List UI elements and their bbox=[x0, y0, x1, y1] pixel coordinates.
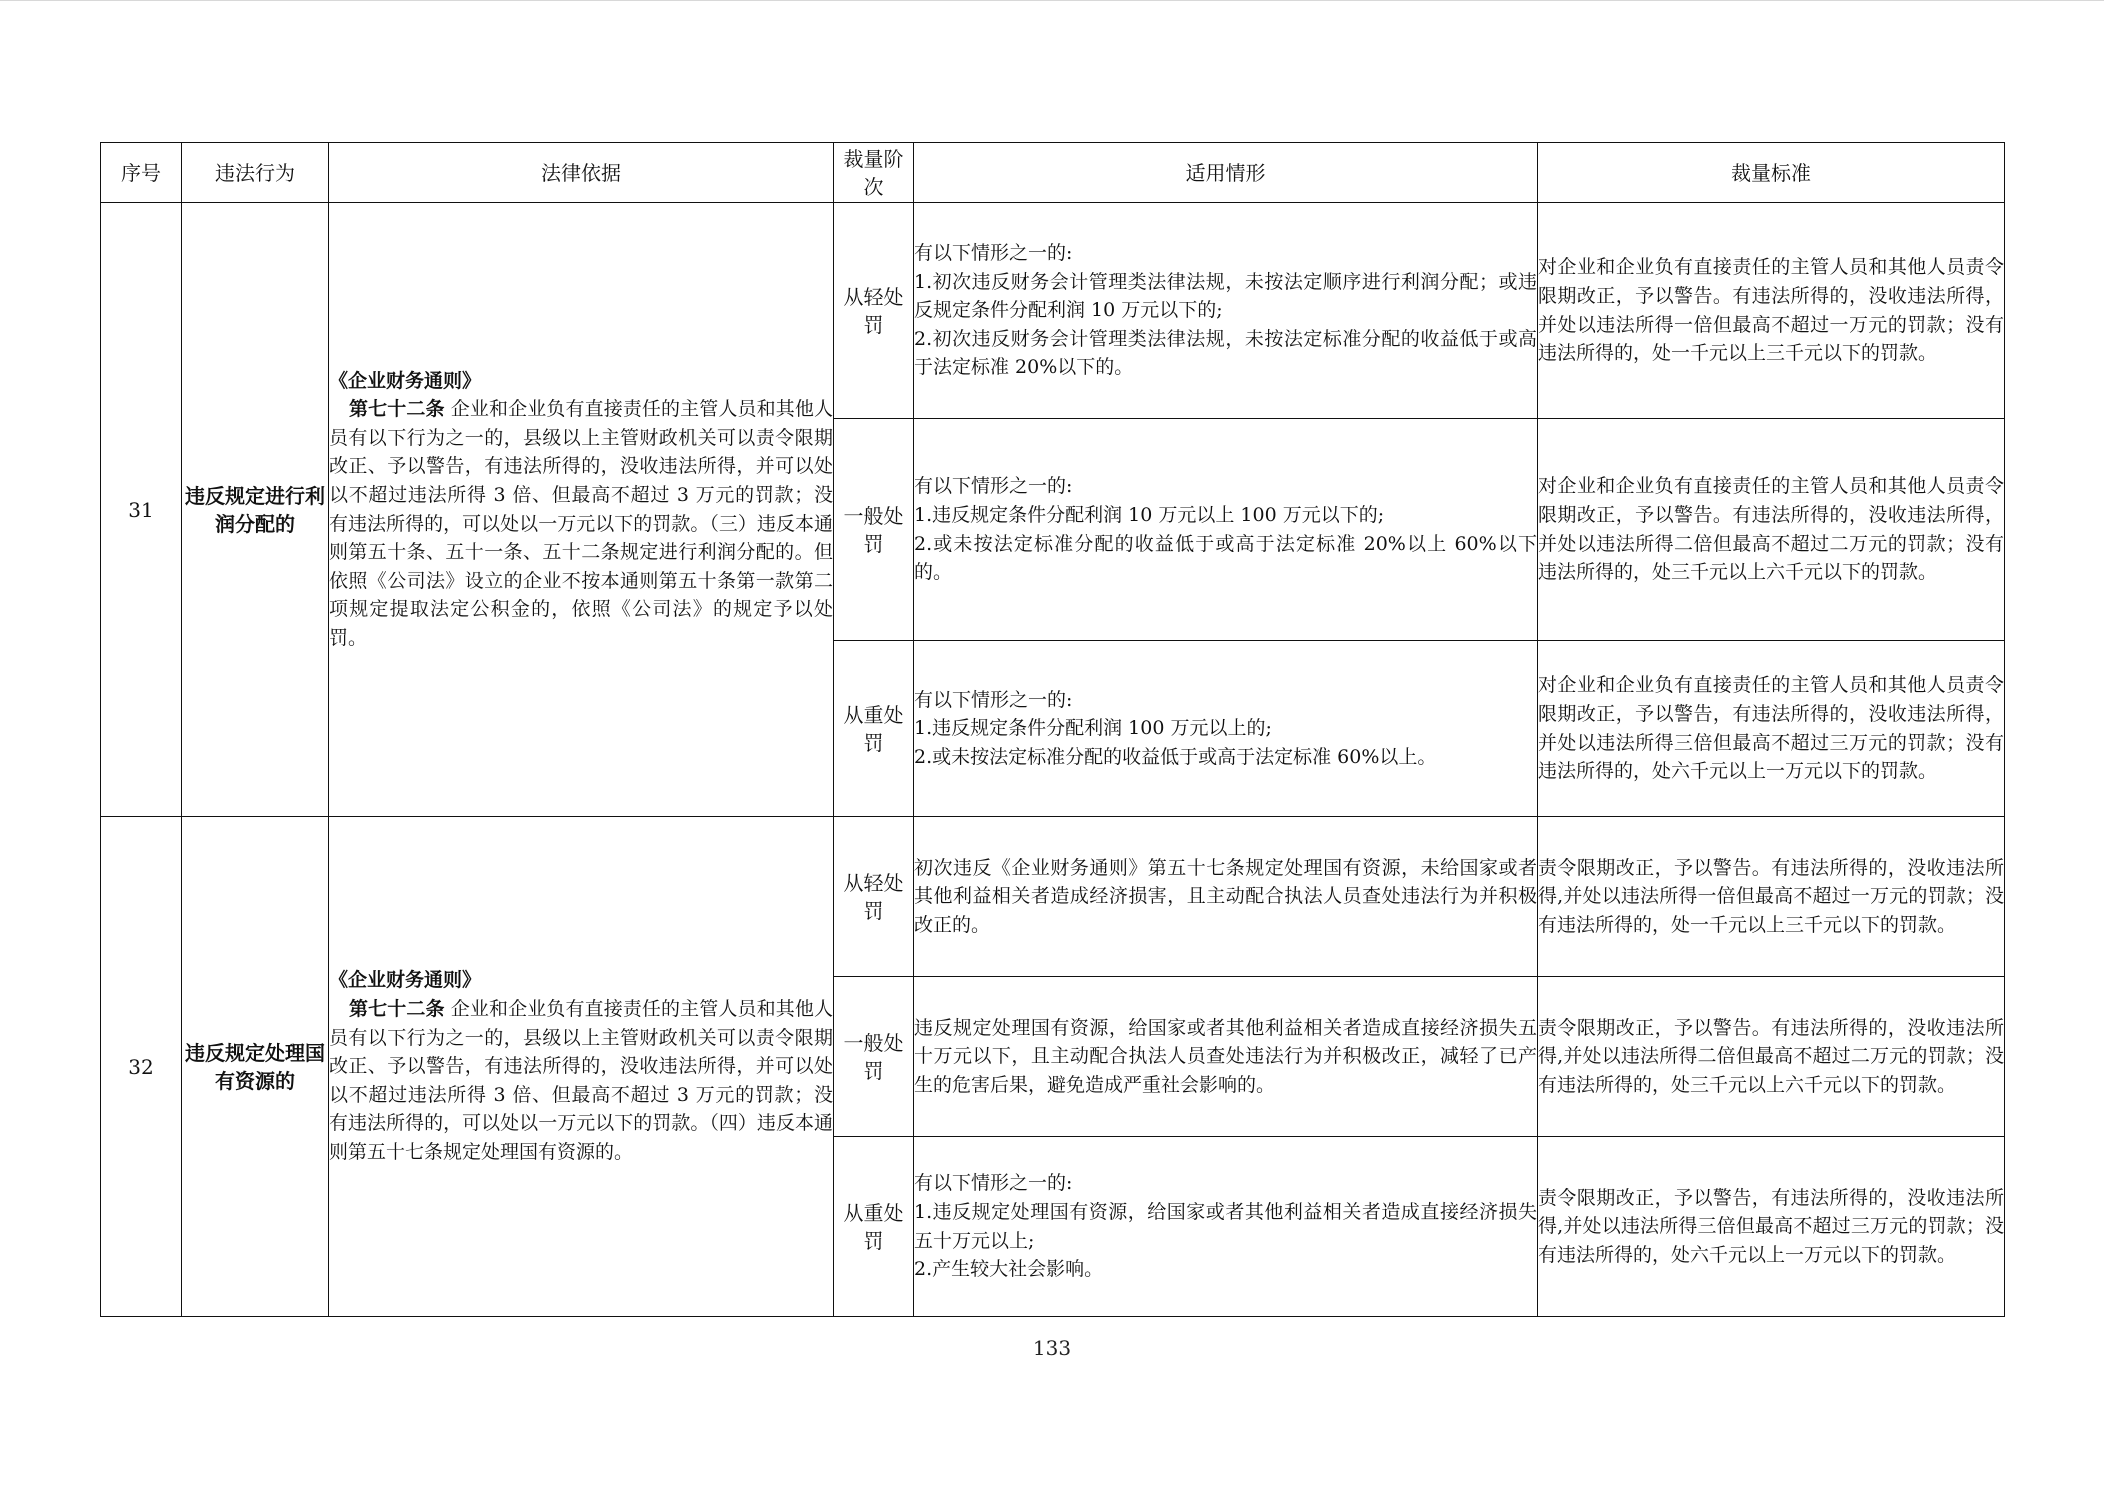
situation-line: 1.违反规定条件分配利润 10 万元以上 100 万元以下的; bbox=[914, 503, 1385, 526]
basis-source: 《企业财务通则》 bbox=[329, 369, 482, 392]
situation-cell bbox=[914, 1137, 1538, 1317]
table-row bbox=[101, 817, 2005, 977]
header-standard: 裁量标准 bbox=[1538, 143, 2005, 203]
situation-line: 有以下情形之一的: bbox=[914, 242, 1073, 265]
situation-cell bbox=[914, 203, 1538, 419]
situation-line: 1.违反规定条件分配利润 100 万元以上的; bbox=[914, 717, 1272, 740]
situation-line: 有以下情形之一的: bbox=[914, 1172, 1073, 1195]
entry-number: 32 bbox=[101, 817, 182, 1317]
discretion-level: 从轻处罚 bbox=[834, 817, 914, 977]
basis-article: 第七十二条 bbox=[349, 398, 445, 421]
basis-text: 企业和企业负有直接责任的主管人员和其他人员有以下行为之一的，县级以上主管财政机关可以责令限期改正、予以警告，有违法所得的，没收违法所得，并可以处以不超过违法所得 3 倍、但最高不超过 3 万元的罚款；没有违法所得的，可以处以一万元以下的罚款。（四）违反本通则第五十七条规定处理国有资源的。 bbox=[329, 998, 833, 1163]
basis-source: 《企业财务通则》 bbox=[329, 969, 482, 992]
situation-line: 有以下情形之一的: bbox=[914, 688, 1073, 711]
situation-line: 有以下情形之一的: bbox=[914, 475, 1073, 498]
standard-cell: 对企业和企业负有直接责任的主管人员和其他人员责令限期改正，予以警告。有违法所得的，没收违法所得，并处以违法所得二倍但最高不超过二万元的罚款；没有违法所得的，处三千元以上六千元以下的罚款。 bbox=[1538, 419, 2005, 641]
penalty-discretion-table bbox=[100, 142, 2005, 1317]
discretion-level: 一般处罚 bbox=[834, 977, 914, 1137]
header-num: 序号 bbox=[101, 143, 182, 203]
situation-line: 2.或未按法定标准分配的收益低于或高于法定标准 20%以上 60%以下的。 bbox=[914, 532, 1537, 584]
discretion-level: 从轻处罚 bbox=[834, 203, 914, 419]
situation-cell bbox=[914, 641, 1538, 817]
violation-act: 违反规定处理国有资源的 bbox=[182, 817, 329, 1317]
entry-number: 31 bbox=[101, 203, 182, 817]
header-row bbox=[101, 143, 2005, 203]
situation-cell bbox=[914, 817, 1538, 977]
standard-cell: 责令限期改正，予以警告。有违法所得的，没收违法所得,并处以违法所得一倍但最高不超过一万元的罚款；没有违法所得的，处一千元以上三千元以下的罚款。 bbox=[1538, 817, 2005, 977]
situation-line: 初次违反《企业财务通则》第五十七条规定处理国有资源，未给国家或者其他利益相关者造成经济损害，且主动配合执法人员查处违法行为并积极改正的。 bbox=[914, 856, 1537, 936]
situation-line: 2.或未按法定标准分配的收益低于或高于法定标准 60%以上。 bbox=[914, 745, 1437, 768]
header-act: 违法行为 bbox=[182, 143, 329, 203]
situation-cell bbox=[914, 977, 1538, 1137]
basis-text: 企业和企业负有直接责任的主管人员和其他人员有以下行为之一的，县级以上主管财政机关可以责令限期改正、予以警告，有违法所得的，没收违法所得，并可以处以不超过违法所得 3 倍、但最高不超过 3 万元的罚款；没有违法所得的，可以处以一万元以下的罚款。（三）违反本通则第五十条、五十一条、五十二条规定进行利润分配的。但依照《公司法》设立的企业不按本通则第五十条第一款第二项规定提取法定公积金的，依照《公司法》的规定予以处罚。 bbox=[329, 398, 833, 649]
standard-cell: 责令限期改正，予以警告，有违法所得的，没收违法所得,并处以违法所得三倍但最高不超过三万元的罚款；没有违法所得的，处六千元以上一万元以下的罚款。 bbox=[1538, 1137, 2005, 1317]
discretion-level: 一般处罚 bbox=[834, 419, 914, 641]
standard-cell: 对企业和企业负有直接责任的主管人员和其他人员责令限期改正，予以警告，有违法所得的，没收违法所得，并处以违法所得三倍但最高不超过三万元的罚款；没有违法所得的，处六千元以上一万元以下的罚款。 bbox=[1538, 641, 2005, 817]
table-row bbox=[101, 203, 2005, 419]
header-situation: 适用情形 bbox=[914, 143, 1538, 203]
header-level: 裁量阶次 bbox=[834, 143, 914, 203]
standard-cell: 对企业和企业负有直接责任的主管人员和其他人员责令限期改正，予以警告。有违法所得的，没收违法所得，并处以违法所得一倍但最高不超过一万元的罚款；没有违法所得的，处一千元以上三千元以下的罚款。 bbox=[1538, 203, 2005, 419]
top-border-line bbox=[0, 0, 2104, 1]
situation-line: 2.初次违反财务会计管理类法律法规，未按法定标准分配的收益低于或高于法定标准 20%以下的。 bbox=[914, 327, 1537, 379]
legal-basis bbox=[329, 817, 834, 1317]
page-number: 133 bbox=[1032, 1336, 1072, 1360]
discretion-level: 从重处罚 bbox=[834, 1137, 914, 1317]
situation-line: 违反规定处理国有资源，给国家或者其他利益相关者造成直接经济损失五十万元以下，且主动配合执法人员查处违法行为并积极改正，减轻了已产生的危害后果，避免造成严重社会影响的。 bbox=[914, 1016, 1537, 1096]
situation-line: 1.违反规定处理国有资源，给国家或者其他利益相关者造成直接经济损失五十万元以上; bbox=[914, 1200, 1537, 1252]
standard-cell: 责令限期改正，予以警告。有违法所得的，没收违法所得,并处以违法所得二倍但最高不超过二万元的罚款；没有违法所得的，处三千元以上六千元以下的罚款。 bbox=[1538, 977, 2005, 1137]
situation-cell bbox=[914, 419, 1538, 641]
discretion-level: 从重处罚 bbox=[834, 641, 914, 817]
basis-article: 第七十二条 bbox=[349, 998, 445, 1021]
situation-line: 2.产生较大社会影响。 bbox=[914, 1258, 1104, 1281]
situation-line: 1.初次违反财务会计管理类法律法规，未按法定顺序进行利润分配；或违反规定条件分配利润 10 万元以下的; bbox=[914, 270, 1537, 322]
header-basis: 法律依据 bbox=[329, 143, 834, 203]
legal-basis bbox=[329, 203, 834, 817]
violation-act: 违反规定进行利润分配的 bbox=[182, 203, 329, 817]
